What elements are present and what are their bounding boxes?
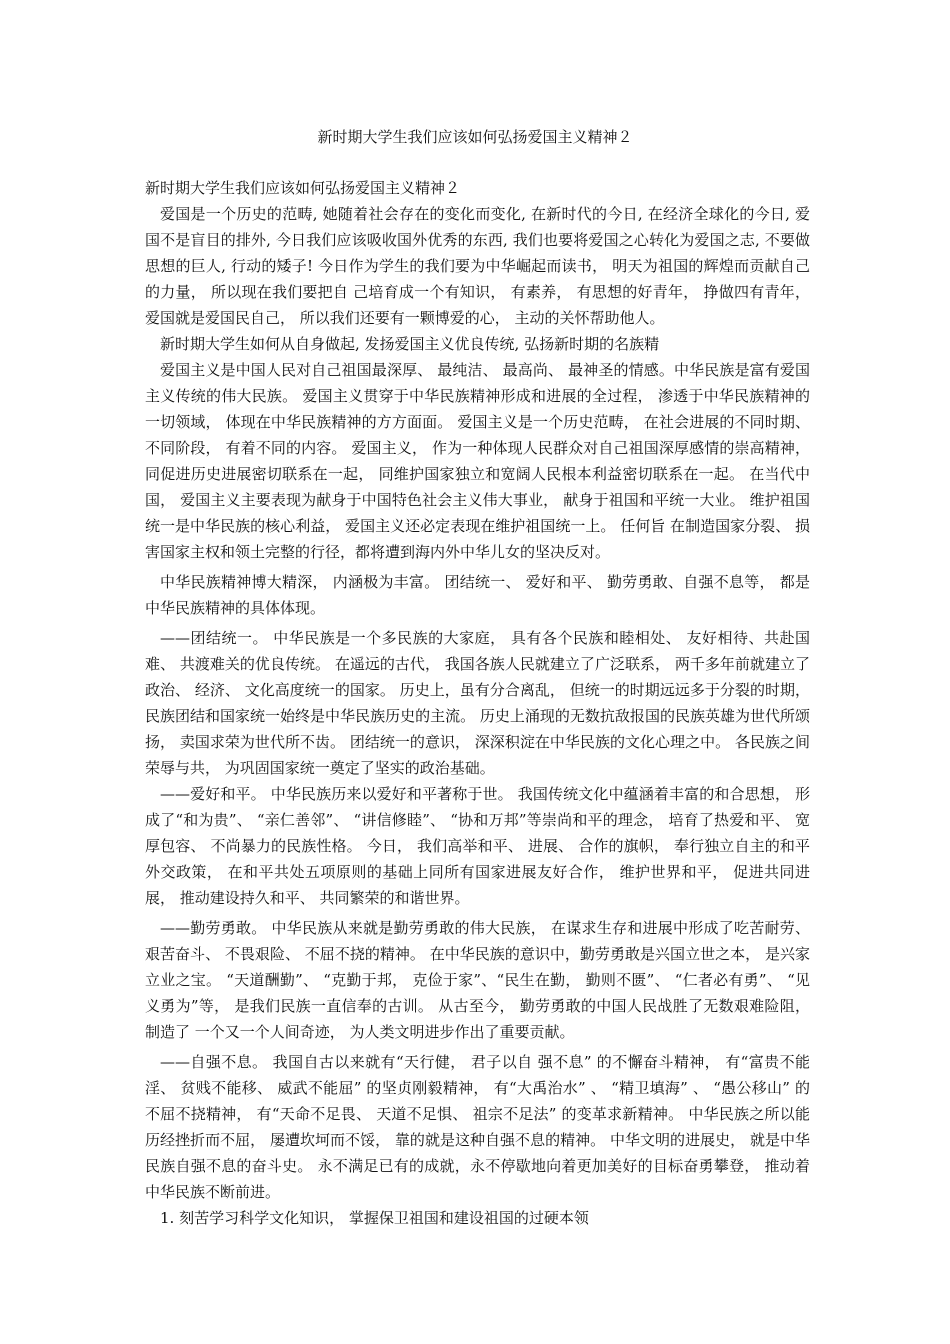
- paragraph-self-improvement: ——自强不息。 我国自古以来就有“天行健， 君子以自 强不息” 的不懈奋斗精神， 有“富贵不能淫、 贫贱不能移、 威武不能屈” 的坚贞刚毅精神， 有“大禹治水” 、 “精卫填海” 、 “愚公移山” 的不屈不挠精神， 有“天命不足畏、 天道不足惧、 祖宗不足法” 的变革求新精神。 中华民族之所以能历经挫折而不屈， 屡遭坎坷而不馁， 靠的就是这种自强不息的精神。 中华文明的进展史， 就是中华民族自强不息的奋斗史。 永不满足已有的成就，永不停歇地向着更加美好的目标奋勇攀登， 推动着中华民族不断前进。: [145, 1053, 810, 1201]
- paragraph-patriotism: 爱国主义是中国人民对自己祖国最深厚、 最纯洁、 最高尚、 最神圣的情感。中华民族是富有爱国主义传统的伟大民族。 爱国主义贯穿于中华民族精神形成和进展的全过程， 渗透于中华民族精神的一切领域， 体现在中华民族精神的方方面面。 爱国主义是一个历史范畴， 在社会进展的不同时期、 不同阶段， 有着不同的内容。 爱国主义， 作为一种体现人民群众对自己祖国深厚感情的崇高精神， 同促进历史进展密切联系在一起， 同维护国家独立和宽阔人民根本利益密切联系在一起。 在当代中国， 爱国主义主要表现为献身于中国特色社会主义伟大事业， 献身于祖国和平统一大业。 维护祖国统一是中华民族的核心利益， 爱国主义还必定表现在维护祖国统一上。 任何旨 在制造国家分裂、 损害国家主权和领土完整的行径，都将遭到海内外中华儿女的坚决反对。: [145, 361, 810, 561]
- paragraph-heading: 新时期大学生如何从自身做起, 发扬爱国主义优良传统, 弘扬新时期的名族精: [160, 335, 660, 353]
- paragraph-diligence: ——勤劳勇敢。 中华民族从来就是勤劳勇敢的伟大民族， 在谋求生存和进展中形成了吃苦耐劳、 艰苦奋斗、 不畏艰险、 不屈不挠的精神。 在中华民族的意识中，勤劳勇敢是兴国立世之本， 是兴家立业之宝。 “天道酬勤”、 “克勤于邦， 克俭于家”、“民生在勤， 勤则不匮”、 “仁者必有勇”、 “见义勇为”等， 是我们民族一直信奉的古训。 从古至今， 勤劳勇敢的中国人民战胜了无数艰难险阻， 制造了 一个又一个人间奇迹， 为人类文明进步作出了重要贡献。: [145, 919, 810, 1041]
- document-title: 新时期大学生我们应该如何弘扬爱国主义精神２: [317, 128, 633, 146]
- paragraph-intro: 爱国是一个历史的范畴, 她随着社会存在的变化而变化, 在新时代的今日, 在经济全球化的今日, 爱国不是盲目的排外, 今日我们应该吸收国外优秀的东西, 我们也要将爱国之心转化为爱国之志, 不要做思想的巨人, 行动的矮子! 今日作为学生的我们要为中华崛起而读书， 明天为祖国的辉煌而贡献自己的力量， 所以现在我们要把自 己培育成一个有知识， 有素养， 有思想的好青年， 挣做四有青年， 爱国就是爱国民自己， 所以我们还要有一颗博爱的心， 主动的关怀帮助他人。: [145, 205, 810, 327]
- paragraph-peace: ——爱好和平。 中华民族历来以爱好和平著称于世。 我国传统文化中蕴涵着丰富的和合思想， 形成了“和为贵”、 “亲仁善邻”、 “讲信修睦”、 “协和万邦”等崇尚和平的理念， 培育了热爱和平、 宽厚包容、 不尚暴力的民族性格。 今日， 我们高举和平、 进展、 合作的旗帜， 奉行独立自主的和平外交政策， 在和平共处五项原则的基础上同所有国家进展友好合作， 维护世界和平， 促进共同进展， 推动建设持久和平、 共同繁荣的和谐世界。: [145, 785, 810, 907]
- document-body: [145, 175, 810, 1231]
- document-subtitle: 新时期大学生我们应该如何弘扬爱国主义精神２: [145, 179, 461, 197]
- paragraph-item-1: 1. 刻苦学习科学文化知识， 掌握保卫祖国和建设祖国的过硬本领: [160, 1209, 589, 1227]
- paragraph-national-spirit: 中华民族精神博大精深， 内涵极为丰富。 团结统一、 爱好和平、 勤劳勇敢、自强不息等， 都是中华民族精神的具体体现。: [145, 573, 810, 617]
- paragraph-unity: ——团结统一。 中华民族是一个多民族的大家庭， 具有各个民族和睦相处、 友好相待、共赴国难、 共渡难关的优良传统。 在遥远的古代， 我国各族人民就建立了广泛联系， 两千多年前就建立了政治、 经济、 文化高度统一的国家。 历史上，虽有分合离乱， 但统一的时期远远多于分裂的时期， 民族团结和国家统一始终是中华民族历史的主流。 历史上涌现的无数抗敌报国的民族英雄为世代所颂扬， 卖国求荣为世代所不齿。 团结统一的意识， 深深积淀在中华民族的文化心理之中。 各民族之间荣辱与共， 为巩固国家统一奠定了坚实的政治基础。: [145, 629, 810, 777]
